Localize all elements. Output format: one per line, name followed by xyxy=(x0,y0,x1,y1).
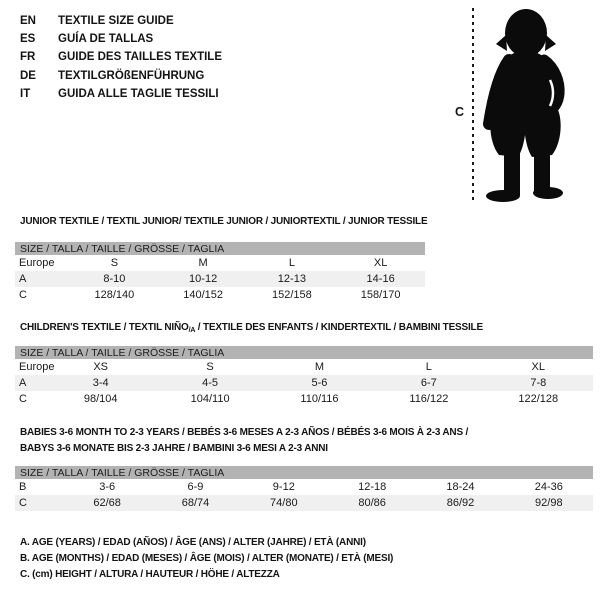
lang-label: TEXTILE SIZE GUIDE xyxy=(58,15,174,27)
row-label: Europe xyxy=(19,361,55,373)
lang-row-en xyxy=(20,12,222,30)
cell: 4-5 xyxy=(155,375,264,391)
children-title-before: CHILDREN'S TEXTILE / TEXTIL NIÑO xyxy=(20,322,189,333)
lang-code: FR xyxy=(20,51,36,64)
lang-code: ES xyxy=(20,33,36,46)
cell: 128/140 xyxy=(94,289,135,301)
row-label: Europe xyxy=(19,257,55,269)
row-label: C xyxy=(19,289,27,301)
children-section-title xyxy=(20,322,483,334)
lang-code: IT xyxy=(20,87,31,100)
lang-row-es xyxy=(20,30,222,48)
table-row xyxy=(15,287,425,303)
cell: 104/110 xyxy=(190,393,230,405)
cell: XL xyxy=(373,257,388,269)
babies-title-line2: BABYS 3-6 MONATE BIS 2-3 JAHRE / BAMBINI 3-6 MESI A 2-3 ANNI xyxy=(20,442,328,454)
lang-row-it xyxy=(20,85,222,103)
cell: 18-24 xyxy=(446,481,475,493)
children-size-table xyxy=(15,346,593,407)
cell: 9-12 xyxy=(272,481,295,493)
table-row xyxy=(15,495,593,511)
cell: 80/86 xyxy=(328,495,416,511)
lang-label: GUIDE DES TAILLES TEXTILE xyxy=(58,51,222,64)
cell: 5-6 xyxy=(265,375,374,391)
lang-label: GUÍA DE TALLAS xyxy=(58,33,154,46)
table-row xyxy=(15,391,593,407)
cell: M xyxy=(314,361,325,373)
cell: 12-18 xyxy=(358,481,387,493)
lang-row-fr xyxy=(20,48,222,66)
cell: XS xyxy=(93,361,109,373)
cell: S xyxy=(206,361,214,373)
cell: XL xyxy=(531,361,546,373)
cell: 68/74 xyxy=(151,495,239,511)
cell: 122/128 xyxy=(518,393,559,405)
size-header-label: SIZE / TALLA / TAILLE / GRÖSSE / TAGLIA xyxy=(15,242,425,255)
cell: 110/116 xyxy=(300,393,339,405)
cell: 6-9 xyxy=(187,481,204,493)
cell: 3-6 xyxy=(99,481,116,493)
cell: 140/152 xyxy=(183,289,223,301)
footnotes xyxy=(20,535,393,582)
footnote-b: B. AGE (MONTHS) / EDAD (MESES) / ÂGE (MOIS) / ALTER (MONATE) / ETÀ (MESI) xyxy=(20,552,394,564)
row-label: C xyxy=(15,495,63,511)
babies-size-header-bar xyxy=(15,466,593,479)
table-row xyxy=(15,359,593,375)
cell: 116/122 xyxy=(409,393,449,405)
cell: 24-36 xyxy=(534,481,563,493)
size-header-label: SIZE / TALLA / TAILLE / GRÖSSE / TAGLIA xyxy=(15,466,593,479)
table-row xyxy=(15,375,593,391)
table-row xyxy=(15,271,425,287)
cell: 98/104 xyxy=(83,393,118,405)
cell: 158/170 xyxy=(360,289,401,301)
lang-code: DE xyxy=(20,69,36,82)
cell: 7-8 xyxy=(484,375,593,391)
children-title-sub: /A xyxy=(188,327,196,334)
babies-section-title xyxy=(20,425,468,456)
table-row xyxy=(15,479,593,495)
cell: 8-10 xyxy=(70,271,159,287)
row-label: C xyxy=(19,393,27,405)
row-label: A xyxy=(15,271,70,287)
cell: 62/68 xyxy=(63,495,151,511)
junior-size-table xyxy=(15,242,425,303)
cell: 152/158 xyxy=(271,289,312,301)
children-size-header-bar xyxy=(15,346,593,359)
cell: 74/80 xyxy=(240,495,328,511)
cell: 12-13 xyxy=(248,271,337,287)
cell: M xyxy=(198,257,208,269)
children-title-after: / TEXTILE DES ENFANTS / KINDERTEXTIL / BAMBINI TESSILE xyxy=(195,322,483,333)
baby-silhouette-icon xyxy=(479,6,574,204)
babies-title-line1: BABIES 3-6 MONTH TO 2-3 YEARS / BEBÉS 3-6 MESES A 2-3 AÑOS / BÉBÉS 3-6 MOIS À 2-3 ANS / xyxy=(20,427,469,438)
cell: L xyxy=(425,361,432,373)
cell: 92/98 xyxy=(505,495,593,511)
lang-row-de xyxy=(20,67,222,85)
lang-label: TEXTILGRÖßENFÜHRUNG xyxy=(58,69,205,82)
cell: L xyxy=(288,257,295,269)
lang-code: EN xyxy=(20,15,36,27)
row-label: B xyxy=(19,481,27,493)
cell: 86/92 xyxy=(416,495,504,511)
cell: S xyxy=(110,257,119,269)
footnote-a: A. AGE (YEARS) / EDAD (AÑOS) / ÂGE (ANS) / ALTER (JAHRE) / ETÀ (ANNI) xyxy=(20,537,366,548)
height-measure-label: C xyxy=(455,105,465,119)
language-header xyxy=(20,12,222,103)
cell: 14-16 xyxy=(336,271,425,287)
cell: 10-12 xyxy=(159,271,248,287)
size-header-label: SIZE / TALLA / TAILLE / GRÖSSE / TAGLIA xyxy=(15,346,593,359)
cell: 3-4 xyxy=(46,375,155,391)
junior-section-title: JUNIOR TEXTILE / TEXTIL JUNIOR/ TEXTILE JUNIOR / JUNIORTEXTIL / JUNIOR TESSILE xyxy=(20,216,428,227)
babies-size-table xyxy=(15,466,593,511)
table-row xyxy=(15,255,425,271)
footnote-c: C. (cm) HEIGHT / ALTURA / HAUTEUR / HÖHE / ALTEZZA xyxy=(20,568,280,580)
height-measure-line xyxy=(472,8,474,204)
cell: 6-7 xyxy=(374,375,483,391)
lang-label: GUIDA ALLE TAGLIE TESSILI xyxy=(58,87,219,100)
junior-size-header-bar xyxy=(15,242,425,255)
row-label: A xyxy=(15,375,46,391)
